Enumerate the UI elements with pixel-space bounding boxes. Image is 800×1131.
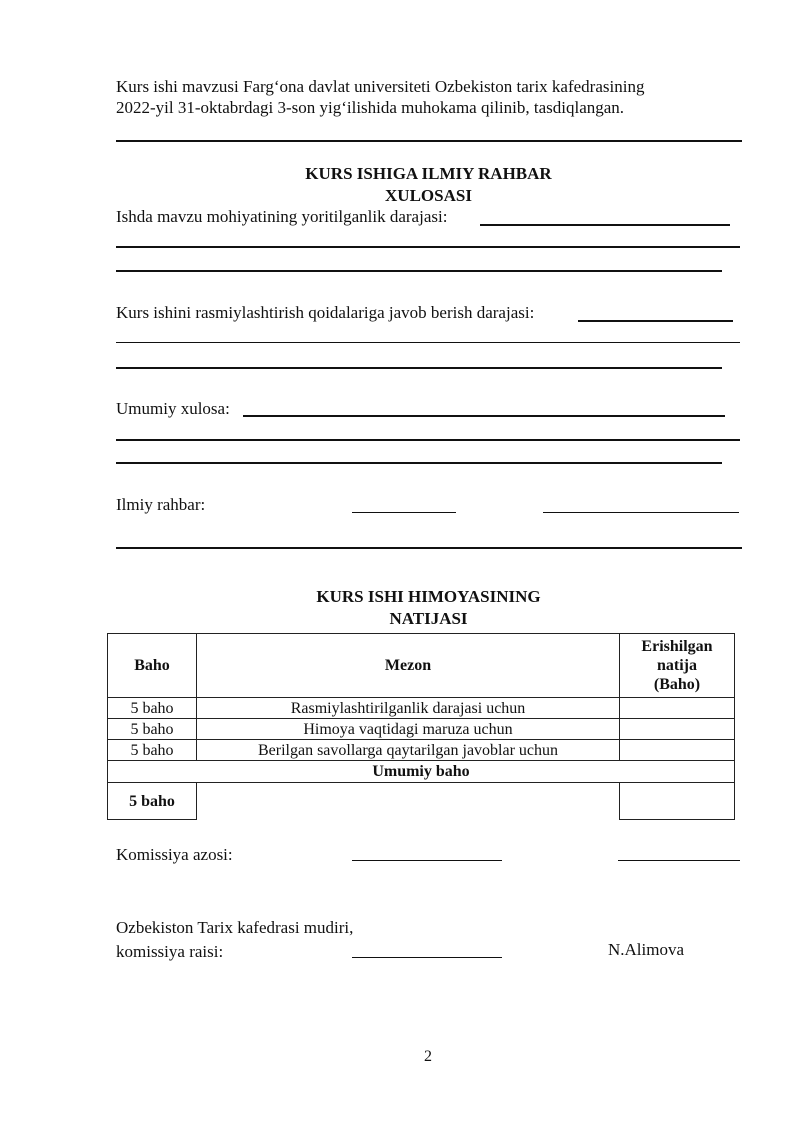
section-divider	[116, 547, 742, 549]
department-head-label	[116, 916, 353, 964]
section-divider	[116, 140, 742, 142]
header-grade: Baho	[108, 634, 197, 698]
row-criterion: Berilgan savollarga qaytarilgan javoblar uchun	[197, 740, 620, 761]
answer-line	[116, 246, 740, 248]
answer-line	[116, 270, 722, 272]
department-head-line-1: Ozbekiston Tarix kafedrasi mudiri,	[116, 918, 354, 937]
name-line	[543, 512, 739, 513]
signature-line	[352, 957, 502, 958]
answer-line	[116, 439, 740, 441]
answer-line	[116, 342, 740, 343]
row-criterion: Himoya vaqtidagi maruza uchun	[197, 719, 620, 740]
answer-line	[116, 367, 722, 369]
department-head-line-2: komissiya raisi:	[116, 942, 224, 961]
row-achieved-cell[interactable]	[620, 698, 735, 719]
answer-line	[116, 462, 722, 464]
question-formatting: Kurs ishini rasmiylashtirish qoidalariga javob berish darajasi:	[116, 303, 535, 322]
row-grade: 5 baho	[108, 719, 197, 740]
answer-line	[243, 415, 725, 417]
results-title-line-1: KURS ISHI HIMOYASINING	[316, 587, 541, 606]
answer-line	[480, 224, 730, 226]
results-table	[107, 633, 735, 820]
total-grade-row	[108, 783, 735, 820]
table-header-row	[108, 634, 735, 698]
total-label: Umumiy baho	[108, 761, 735, 783]
supervisor-label: Ilmiy rahbar:	[116, 495, 206, 514]
total-row	[108, 761, 735, 783]
department-head-name: N.Alimova	[608, 940, 685, 959]
results-title	[116, 586, 741, 630]
conclusion-title-line-1: KURS ISHIGA ILMIY RAHBAR	[305, 164, 552, 183]
commission-member-label: Komissiya azosi:	[116, 845, 233, 864]
name-line	[618, 860, 740, 861]
results-title-line-2: NATIJASI	[389, 609, 468, 628]
row-achieved-cell[interactable]	[620, 740, 735, 761]
table-row	[108, 740, 735, 761]
conclusion-title-line-2: XULOSASI	[385, 186, 472, 205]
header-achieved: Erishilgan natija (Baho)	[620, 634, 735, 698]
table-row	[108, 719, 735, 740]
intro-line-2: 2022-yil 31-oktabrdagi 3-son yig‘ilishida muhokama qilinib, tasdiqlangan.	[116, 98, 625, 117]
row-achieved-cell[interactable]	[620, 719, 735, 740]
intro-paragraph	[116, 76, 756, 118]
question-coverage: Ishda mavzu mohiyatining yoritilganlik darajasi:	[116, 207, 448, 226]
total-empty-cell	[197, 783, 620, 820]
row-grade: 5 baho	[108, 698, 197, 719]
signature-line	[352, 512, 456, 513]
table-row	[108, 698, 735, 719]
signature-line	[352, 860, 502, 861]
total-achieved-cell[interactable]	[620, 783, 735, 820]
answer-line	[578, 320, 733, 322]
row-grade: 5 baho	[108, 740, 197, 761]
row-criterion: Rasmiylashtirilganlik darajasi uchun	[197, 698, 620, 719]
question-general-conclusion: Umumiy xulosa:	[116, 399, 230, 418]
header-criterion: Mezon	[197, 634, 620, 698]
conclusion-title	[116, 163, 741, 207]
total-grade: 5 baho	[108, 783, 197, 820]
intro-line-1: Kurs ishi mavzusi Farg‘ona davlat universiteti Ozbekiston tarix kafedrasining	[116, 77, 645, 96]
page-number: 2	[424, 1048, 432, 1065]
